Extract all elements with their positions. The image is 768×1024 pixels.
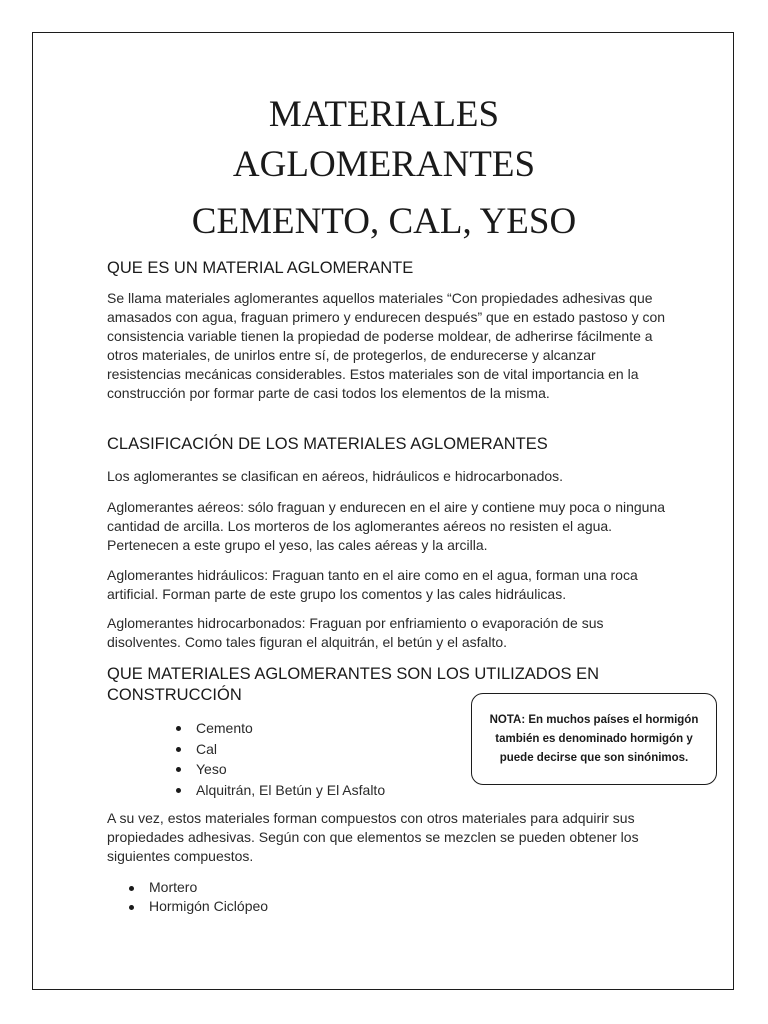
list-item: Yeso bbox=[172, 759, 385, 780]
document-title-line-3: CEMENTO, CAL, YESO bbox=[191, 201, 577, 242]
section-heading-classification: CLASIFICACIÓN DE LOS MATERIALES AGLOMERANTES bbox=[107, 435, 548, 453]
section-what-is-body: Se llama materiales aglomerantes aquellos materiales “Con propiedades adhesivas que amasados con agua, fraguan primero y endurecen después” que en estado pastoso y con consistencia variable tienen la propiedad de poderse moldear, de adherirse fácilmente a otros materiales, de unirlos entre sí, de protegerlos, de endurecerse y alcanzar resistencias mecánicas considerables. Estos materiales son de vital importancia en la construcción por formar parte de casi todos los elementos de la misma. bbox=[107, 290, 666, 401]
list-item: Cal bbox=[172, 739, 385, 760]
classification-hidrocarbonados: Aglomerantes hidrocarbonados: Fraguan por enfriamiento o evaporación de sus disolventes. Como tales figuran el alquitrán, el betún y el asfalto. bbox=[107, 615, 604, 650]
materials-list bbox=[172, 718, 385, 800]
list-item: Mortero bbox=[125, 878, 268, 897]
classification-hidraulicos: Aglomerantes hidráulicos: Fraguan tanto en el aire como en el agua, forman una roca artificial. Forman parte de este grupo los comentos y las cales hidráulicas. bbox=[107, 567, 638, 602]
list-item: Cemento bbox=[172, 718, 385, 739]
document-title-line-1: MATERIALES bbox=[268, 94, 500, 135]
list-item: Hormigón Ciclópeo bbox=[125, 897, 268, 916]
classification-intro: Los aglomerantes se clasifican en aéreos, hidráulicos e hidrocarbonados. bbox=[107, 468, 564, 484]
classification-aereos: Aglomerantes aéreos: sólo fraguan y endurecen en el aire y contiene muy poca o ninguna cantidad de arcilla. Los morteros de los aglomerantes aéreos no resisten el agua. Pertenecen a este grupo el yeso, las cales aéreas y la arcilla. bbox=[107, 499, 666, 553]
document-title-line-2: AGLOMERANTES bbox=[232, 144, 536, 185]
compounds-intro: A su vez, estos materiales forman compuestos con otros materiales para adquirir sus propiedades adhesivas. Según con que elementos se mezclen se pueden obtener los siguientes compuestos. bbox=[107, 810, 639, 864]
section-heading-what-is: QUE ES UN MATERIAL AGLOMERANTE bbox=[107, 259, 414, 277]
note-box: NOTA: En muchos países el hormigón también es denominado hormigón y puede decirse que son sinónimos. bbox=[471, 693, 717, 785]
list-item: Alquitrán, El Betún y El Asfalto bbox=[172, 780, 385, 801]
compounds-list bbox=[125, 878, 268, 916]
section-heading-materials-used: QUE MATERIALES AGLOMERANTES SON LOS UTILIZADOS EN CONSTRUCCIÓN bbox=[107, 665, 600, 704]
